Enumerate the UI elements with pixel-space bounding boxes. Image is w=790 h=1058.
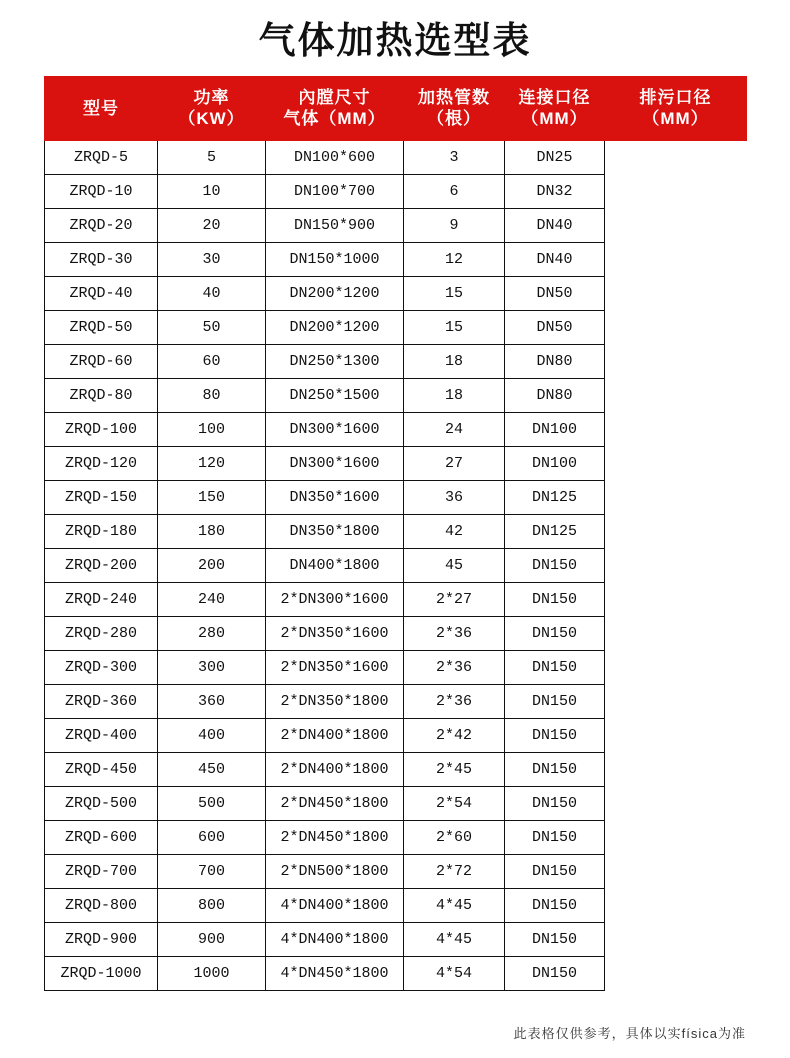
table-row — [45, 378, 747, 412]
cell-tube-count: 2*36 — [404, 616, 505, 650]
cell-chamber-size: DN150*1000 — [266, 242, 404, 276]
column-header-power-line1: 功率 — [193, 88, 230, 107]
column-header-power — [158, 77, 266, 141]
table-row — [45, 548, 747, 582]
cell-chamber-size: DN100*600 — [266, 140, 404, 174]
cell-tube-count: 4*45 — [404, 922, 505, 956]
cell-power: 1000 — [158, 956, 266, 990]
cell-drain-diameter — [605, 616, 747, 650]
cell-drain-diameter — [605, 956, 747, 990]
table-header — [45, 77, 747, 141]
cell-tube-count: 3 — [404, 140, 505, 174]
cell-model: ZRQD-100 — [45, 412, 158, 446]
table-row — [45, 650, 747, 684]
cell-power: 300 — [158, 650, 266, 684]
cell-drain-diameter — [605, 752, 747, 786]
column-header-tube-count — [404, 77, 505, 141]
table-row — [45, 956, 747, 990]
cell-power: 400 — [158, 718, 266, 752]
cell-model: ZRQD-800 — [45, 888, 158, 922]
table-row — [45, 480, 747, 514]
cell-chamber-size: 2*DN350*1600 — [266, 650, 404, 684]
cell-tube-count: 2*54 — [404, 786, 505, 820]
cell-chamber-size: DN350*1600 — [266, 480, 404, 514]
column-header-drain-diameter-line1: 排污口径 — [639, 88, 712, 107]
cell-model: ZRQD-50 — [45, 310, 158, 344]
column-header-tube-count-line2: （根） — [427, 109, 481, 129]
table-row — [45, 854, 747, 888]
cell-model: ZRQD-700 — [45, 854, 158, 888]
cell-drain-diameter — [605, 582, 747, 616]
cell-connection-diameter: DN32 — [505, 174, 605, 208]
cell-drain-diameter — [605, 786, 747, 820]
table-row — [45, 752, 747, 786]
column-header-connection-diameter — [505, 77, 605, 141]
cell-drain-diameter — [605, 242, 747, 276]
cell-power: 200 — [158, 548, 266, 582]
cell-drain-diameter — [605, 378, 747, 412]
cell-tube-count: 12 — [404, 242, 505, 276]
cell-model: ZRQD-360 — [45, 684, 158, 718]
cell-drain-diameter — [605, 446, 747, 480]
cell-power: 360 — [158, 684, 266, 718]
table-row — [45, 684, 747, 718]
column-header-chamber-size-line1: 內膛尺寸 — [298, 88, 371, 107]
cell-connection-diameter: DN100 — [505, 412, 605, 446]
cell-model: ZRQD-120 — [45, 446, 158, 480]
page-title: 气体加热选型表 — [258, 20, 532, 61]
cell-connection-diameter: DN150 — [505, 888, 605, 922]
cell-chamber-size: DN350*1800 — [266, 514, 404, 548]
cell-chamber-size: 4*DN400*1800 — [266, 922, 404, 956]
cell-model: ZRQD-1000 — [45, 956, 158, 990]
cell-power: 60 — [158, 344, 266, 378]
cell-tube-count: 2*42 — [404, 718, 505, 752]
cell-model: ZRQD-600 — [45, 820, 158, 854]
table-row — [45, 276, 747, 310]
cell-model: ZRQD-80 — [45, 378, 158, 412]
cell-drain-diameter — [605, 344, 747, 378]
table-row — [45, 820, 747, 854]
cell-chamber-size: 2*DN450*1800 — [266, 820, 404, 854]
cell-chamber-size: 2*DN400*1800 — [266, 718, 404, 752]
table-row — [45, 446, 747, 480]
footnote: 此表格仅供参考，具体以实física为准 — [513, 1026, 746, 1041]
cell-connection-diameter: DN150 — [505, 650, 605, 684]
table-row — [45, 242, 747, 276]
table-row — [45, 888, 747, 922]
column-header-connection-diameter-line1: 连接口径 — [518, 88, 591, 107]
cell-power: 280 — [158, 616, 266, 650]
cell-tube-count: 2*36 — [404, 650, 505, 684]
cell-drain-diameter — [605, 208, 747, 242]
table-row — [45, 786, 747, 820]
cell-tube-count: 18 — [404, 378, 505, 412]
cell-tube-count: 45 — [404, 548, 505, 582]
cell-drain-diameter — [605, 174, 747, 208]
cell-model: ZRQD-30 — [45, 242, 158, 276]
column-header-connection-diameter-line2: （MM） — [521, 109, 588, 129]
table-row — [45, 718, 747, 752]
cell-drain-diameter — [605, 888, 747, 922]
column-header-model-line1: 型号 — [83, 98, 119, 118]
cell-tube-count: 2*27 — [404, 582, 505, 616]
cell-power: 800 — [158, 888, 266, 922]
cell-model: ZRQD-280 — [45, 616, 158, 650]
cell-drain-diameter — [605, 480, 747, 514]
cell-drain-diameter — [605, 310, 747, 344]
cell-tube-count: 2*72 — [404, 854, 505, 888]
cell-chamber-size: 2*DN350*1600 — [266, 616, 404, 650]
cell-power: 5 — [158, 140, 266, 174]
cell-power: 20 — [158, 208, 266, 242]
cell-tube-count: 24 — [404, 412, 505, 446]
cell-power: 150 — [158, 480, 266, 514]
cell-model: ZRQD-300 — [45, 650, 158, 684]
table-row — [45, 514, 747, 548]
column-header-drain-diameter — [605, 77, 747, 141]
cell-connection-diameter: DN125 — [505, 480, 605, 514]
cell-connection-diameter: DN150 — [505, 854, 605, 888]
cell-drain-diameter — [605, 854, 747, 888]
cell-connection-diameter: DN80 — [505, 378, 605, 412]
cell-model: ZRQD-20 — [45, 208, 158, 242]
cell-connection-diameter: DN40 — [505, 208, 605, 242]
cell-power: 40 — [158, 276, 266, 310]
column-header-drain-diameter-line2: （MM） — [642, 109, 709, 129]
cell-model: ZRQD-10 — [45, 174, 158, 208]
cell-model: ZRQD-5 — [45, 140, 158, 174]
cell-connection-diameter: DN150 — [505, 582, 605, 616]
cell-tube-count: 2*45 — [404, 752, 505, 786]
cell-chamber-size: 2*DN300*1600 — [266, 582, 404, 616]
cell-connection-diameter: DN100 — [505, 446, 605, 480]
cell-chamber-size: 2*DN500*1800 — [266, 854, 404, 888]
cell-connection-diameter: DN150 — [505, 548, 605, 582]
cell-chamber-size: DN300*1600 — [266, 412, 404, 446]
cell-drain-diameter — [605, 718, 747, 752]
table-row — [45, 412, 747, 446]
cell-model: ZRQD-180 — [45, 514, 158, 548]
cell-connection-diameter: DN25 — [505, 140, 605, 174]
table-row — [45, 174, 747, 208]
cell-drain-diameter — [605, 684, 747, 718]
cell-chamber-size: DN250*1500 — [266, 378, 404, 412]
column-header-tube-count-line1: 加热管数 — [418, 88, 490, 107]
cell-power: 120 — [158, 446, 266, 480]
column-header-model — [45, 77, 158, 141]
cell-tube-count: 4*45 — [404, 888, 505, 922]
cell-drain-diameter — [605, 412, 747, 446]
cell-connection-diameter: DN125 — [505, 514, 605, 548]
cell-drain-diameter — [605, 514, 747, 548]
table-body — [45, 140, 747, 990]
cell-connection-diameter: DN150 — [505, 616, 605, 650]
cell-power: 50 — [158, 310, 266, 344]
cell-tube-count: 2*36 — [404, 684, 505, 718]
column-header-power-line2: （KW） — [178, 109, 245, 129]
cell-power: 240 — [158, 582, 266, 616]
cell-tube-count: 2*60 — [404, 820, 505, 854]
cell-model: ZRQD-240 — [45, 582, 158, 616]
cell-power: 700 — [158, 854, 266, 888]
table-row — [45, 310, 747, 344]
cell-model: ZRQD-150 — [45, 480, 158, 514]
cell-power: 600 — [158, 820, 266, 854]
cell-chamber-size: DN150*900 — [266, 208, 404, 242]
cell-model: ZRQD-500 — [45, 786, 158, 820]
cell-chamber-size: DN200*1200 — [266, 310, 404, 344]
column-header-chamber-size — [266, 77, 404, 141]
cell-model: ZRQD-60 — [45, 344, 158, 378]
cell-power: 180 — [158, 514, 266, 548]
cell-tube-count: 42 — [404, 514, 505, 548]
cell-model: ZRQD-400 — [45, 718, 158, 752]
table-header-row — [45, 77, 747, 141]
cell-connection-diameter: DN150 — [505, 786, 605, 820]
cell-chamber-size: DN300*1600 — [266, 446, 404, 480]
cell-tube-count: 18 — [404, 344, 505, 378]
cell-model: ZRQD-450 — [45, 752, 158, 786]
table-row — [45, 616, 747, 650]
cell-drain-diameter — [605, 548, 747, 582]
cell-chamber-size: DN250*1300 — [266, 344, 404, 378]
cell-tube-count: 4*54 — [404, 956, 505, 990]
cell-tube-count: 15 — [404, 310, 505, 344]
cell-connection-diameter: DN40 — [505, 242, 605, 276]
cell-power: 10 — [158, 174, 266, 208]
cell-connection-diameter: DN150 — [505, 684, 605, 718]
cell-drain-diameter — [605, 276, 747, 310]
cell-tube-count: 15 — [404, 276, 505, 310]
cell-tube-count: 9 — [404, 208, 505, 242]
cell-tube-count: 27 — [404, 446, 505, 480]
cell-model: ZRQD-200 — [45, 548, 158, 582]
cell-connection-diameter: DN150 — [505, 820, 605, 854]
cell-chamber-size: 4*DN400*1800 — [266, 888, 404, 922]
cell-drain-diameter — [605, 820, 747, 854]
cell-power: 900 — [158, 922, 266, 956]
cell-connection-diameter: DN80 — [505, 344, 605, 378]
cell-power: 100 — [158, 412, 266, 446]
cell-chamber-size: DN400*1800 — [266, 548, 404, 582]
cell-model: ZRQD-900 — [45, 922, 158, 956]
cell-connection-diameter: DN50 — [505, 310, 605, 344]
cell-tube-count: 36 — [404, 480, 505, 514]
cell-power: 500 — [158, 786, 266, 820]
cell-chamber-size: 2*DN350*1800 — [266, 684, 404, 718]
cell-power: 450 — [158, 752, 266, 786]
cell-chamber-size: 4*DN450*1800 — [266, 956, 404, 990]
cell-drain-diameter — [605, 650, 747, 684]
cell-connection-diameter: DN150 — [505, 752, 605, 786]
cell-connection-diameter: DN150 — [505, 718, 605, 752]
cell-chamber-size: 2*DN450*1800 — [266, 786, 404, 820]
table-row — [45, 922, 747, 956]
table-row — [45, 582, 747, 616]
cell-drain-diameter — [605, 922, 747, 956]
cell-power: 30 — [158, 242, 266, 276]
cell-connection-diameter: DN50 — [505, 276, 605, 310]
table-row — [45, 208, 747, 242]
cell-chamber-size: DN100*700 — [266, 174, 404, 208]
table-row — [45, 140, 747, 174]
cell-power: 80 — [158, 378, 266, 412]
cell-drain-diameter — [605, 140, 747, 174]
column-header-chamber-size-line2: 气体（MM） — [283, 109, 386, 129]
spec-table-container — [0, 76, 790, 991]
spec-table — [44, 76, 747, 991]
cell-connection-diameter: DN150 — [505, 956, 605, 990]
cell-tube-count: 6 — [404, 174, 505, 208]
cell-model: ZRQD-40 — [45, 276, 158, 310]
cell-chamber-size: DN200*1200 — [266, 276, 404, 310]
table-row — [45, 344, 747, 378]
cell-chamber-size: 2*DN400*1800 — [266, 752, 404, 786]
cell-connection-diameter: DN150 — [505, 922, 605, 956]
